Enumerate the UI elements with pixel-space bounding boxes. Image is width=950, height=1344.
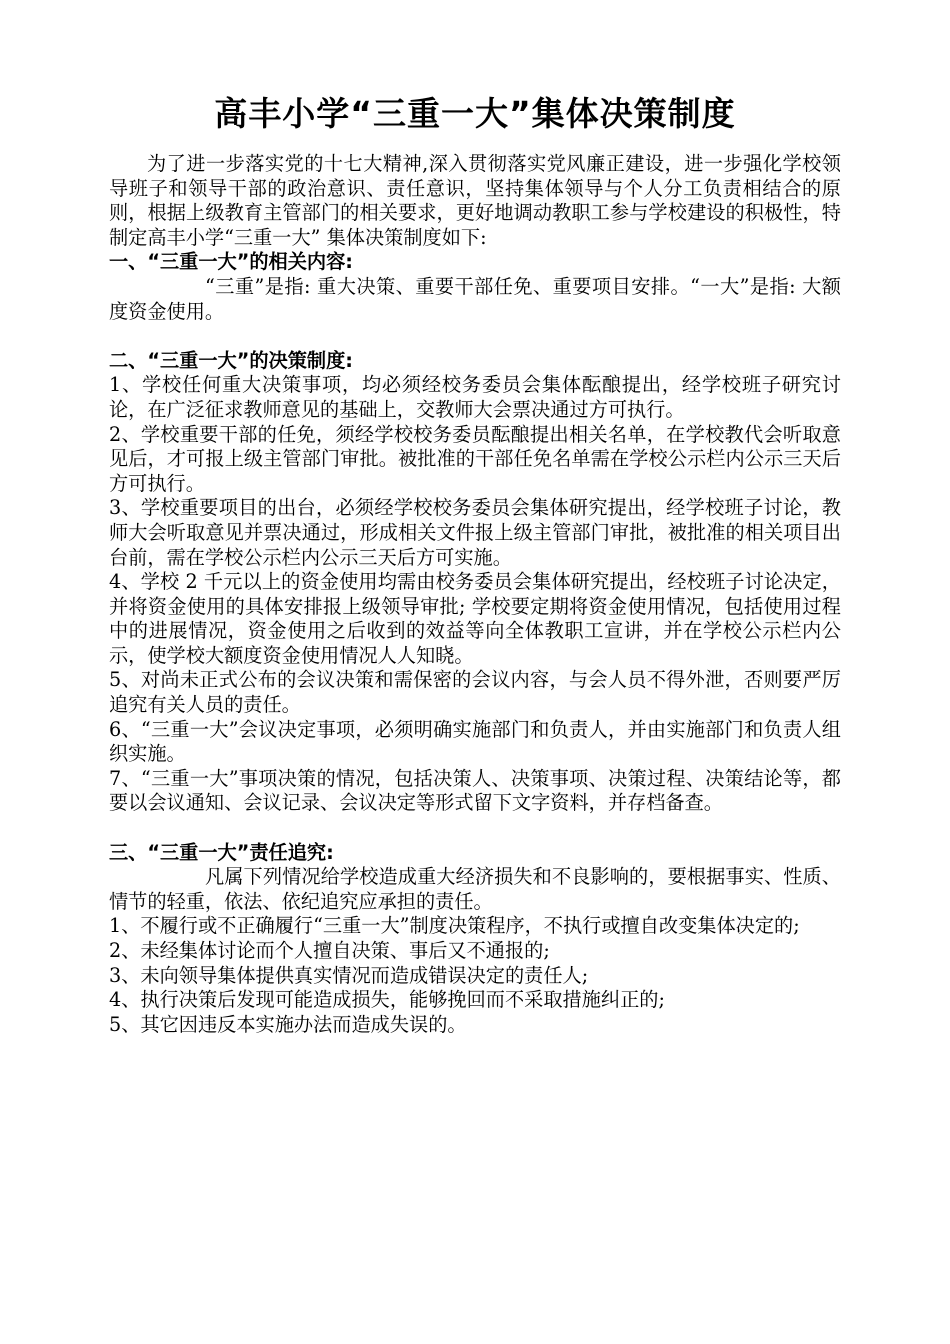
document-title: 高丰小学“三重一大”集体决策制度 [214,94,736,133]
section-2-item: 1、学校任何重大决策事项，均必须经校务委员会集体酝酿提出，经学校班子研究讨论，在广泛征求教师意见的基础上，交教师大会票决通过方可执行。 [109,373,841,421]
section-1-text: “三重”是指: 重大决策、重要干部任免、重要项目安排。“一大”是指: 大额度资金使用。 [109,274,841,323]
document-body [109,152,841,1037]
spacer [109,324,841,349]
section-1-heading: 一、“三重一大”的相关内容: [109,250,353,274]
section-3-item: 4、执行决策后发现可能造成损失，能够挽回而不采取措施纠正的; [109,988,665,1012]
section-2-item: 2、学校重要干部的任免，须经学校校务委员酝酿提出相关名单，在学校教代会听取意见后，才可报上级主管部门审批。被批准的干部任免名单需在学校公示栏内公示三天后方可执行。 [109,422,841,495]
section-3-heading: 三、“三重一大”责任追究: [109,840,334,864]
section-3-item: 3、未向领导集体提供真实情况而造成错误决定的责任人; [109,963,589,987]
section-2-item: 6、“三重一大”会议决定事项，必须明确实施部门和负责人，并由实施部门和负责人组织实施。 [109,717,841,766]
section-3-intro: 凡属下列情况给学校造成重大经济损失和不良影响的，要根据事实、性质、情节的轻重，依法、依纪追究应承担的责任。 [109,865,841,913]
section-2-item: 5、对尚未正式公布的会议决策和需保密的会议内容，与会人员不得外泄，否则要严厉追究有关人员的责任。 [109,668,841,717]
section-2-item: 7、“三重一大”事项决策的情况，包括决策人、决策事项、决策过程、决策结论等，都要以会议通知、会议记录、会议决定等形式留下文字资料，并存档备查。 [109,766,841,815]
section-2-item: 4、学校 2 千元以上的资金使用均需由校务委员会集体研究提出，经校班子讨论决定，并将资金使用的具体安排报上级领导审批; 学校要定期将资金使用情况，包括使用过程中的进展情况，资金使用之后收到的效益等向全体教职工宣讲，并在学校公示栏内公示，使学校大额度资金使用情况人人知晓。 [109,570,841,667]
section-3-item: 5、其它因违反本实施办法而造成失误的。 [109,1012,467,1036]
section-3-item: 2、未经集体讨论而个人擅自决策、事后又不通报的; [109,939,550,962]
intro-paragraph: 为了进一步落实党的十七大精神,深入贯彻落实党风廉正建设，进一步强化学校领导班子和领导干部的政治意识、责任意识，坚持集体领导与个人分工负责相结合的原则，根据上级教育主管部门的相关要求，更好地调动教职工参与学校建设的积极性，特制定高丰小学“三重一大” 集体决策制度如下: [109,152,841,249]
section-3-item: 1、不履行或不正确履行“三重一大”制度决策程序，不执行或擅自改变集体决定的; [109,914,800,938]
section-2-heading: 二、“三重一大”的决策制度: [109,348,353,372]
section-2-item: 3、学校重要项目的出台，必须经学校校务委员会集体研究提出，经学校班子讨论，教师大会听取意见并票决通过，形成相关文件报上级主管部门审批，被批准的相关项目出台前，需在学校公示栏内公示三天后方可实施。 [109,496,841,569]
spacer [109,816,841,841]
